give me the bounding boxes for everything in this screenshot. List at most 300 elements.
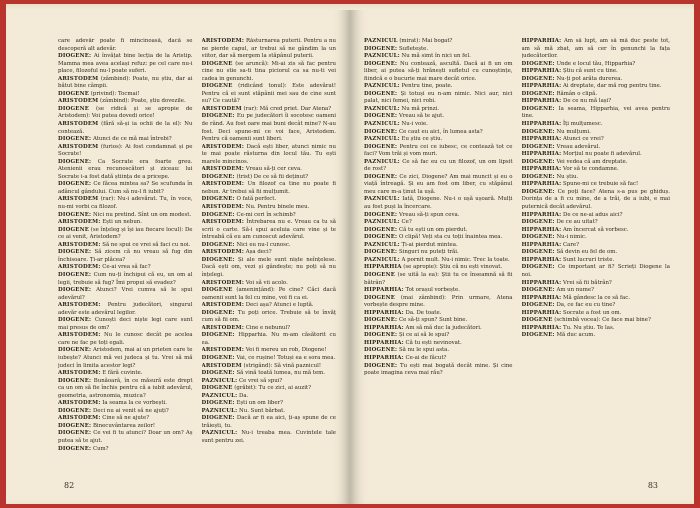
speaker-name: PAZNICUL: [364,53,400,60]
speaker-name: ARISTODEM: [201,166,245,173]
speaker-name: HIPPARHIA: [364,339,404,346]
dialogue-text: Sufletește. [397,45,429,52]
dialogue-text: Cunoști deci niște legi care sunt mai presus de om? [58,317,193,331]
dialogue-text: Ai învățat bine lecția de la Aristip. Mamma mea avea același refuz: pe cel care nu-i place, filozoful nu-l poate suferi. [58,53,193,75]
dialogue-text: Am încercat să vorbesc. [561,226,629,233]
dialogue-line [364,53,513,61]
dialogue-text: Vei vedea că am dreptate. [554,158,628,165]
speaker-name: ARISTODEM: [58,400,101,407]
dialogue-text: Nici nu pretind. Sînt un om modest. [91,211,192,218]
dialogue-text: (privind): Tocmai! [89,90,140,97]
dialogue-text: Și ale mele sunt niște neînțelese. Dacă ești om, vezi și gândește; nu poți să nu înțelegi. [201,256,336,278]
speaker-name: ARISTODEM: [58,264,101,271]
dialogue-line [364,272,513,287]
speaker-name: DIOGENE: [58,249,92,256]
text-columns [58,38,336,468]
dialogue-text: Cine e nebunul? [244,324,291,331]
dialogue-text: Ia seama, Hipparhia, vei avea pentru tine. [521,105,670,120]
dialogue-text: Atunci ce vrei? [561,136,604,143]
speaker-name: DIOGENE: [58,430,92,437]
speaker-name: ARISTODEM: [201,324,245,331]
speaker-name: DIOGENE: [58,181,92,188]
speaker-name: ARISTODEM: [201,279,245,286]
dialogue-text: Și totuși eu n-am nimic. Nici aur, nici palat, nici femei, nici robi. [364,90,513,105]
dialogue-text: Am să lupt, am să mă duc peste tot, am să mă zbat, am să cer în genunchi la fața judecătorilor. [521,38,670,60]
speaker-name: DIOGENE: [521,249,555,256]
speaker-name: ARISTODEM: [58,302,101,309]
dialogue-text: (fără să-și ia ochii de la el): Nu contează. [58,121,193,135]
dialogue-text: Ce vei fi tu atunci? Doar un om? Aș putea să te ajut. [58,430,193,444]
dialogue-text: De ce au uitat? [554,219,598,226]
speaker-name: HIPPARHIA: [521,181,562,188]
speaker-name: HIPPARHIA: [521,226,562,233]
dialogue-line [58,38,193,53]
dialogue-line [522,249,671,257]
dialogue-text: (se apropie): Știu că nu ești vinovat. [401,264,503,271]
dialogue-text: Ce vrei să spui? [237,377,283,384]
speaker-name: DIOGENE [58,105,90,112]
speaker-name: DIOGENE: [521,143,555,150]
dialogue-text: Că tu ești nevinovat. [403,339,462,346]
dialogue-text: Vor să te condamne. [561,166,619,173]
speaker-name: HIPPARHIA: [521,83,562,90]
dialogue-text: (grăbit): Tu ce zici, ai auzit? [232,385,311,392]
dialogue-line [364,295,513,310]
dialogue-text: Ce-ai de făcut? [403,354,447,361]
speaker-name: DIOGENE: [201,113,235,120]
speaker-name: DIOGENE: [201,241,235,248]
dialogue-text: De ce ne-ai adus aici? [561,211,623,218]
dialogue-text: Am un nume? [554,287,594,294]
dialogue-line [202,212,337,220]
dialogue-text: Nu-i nimic. [554,234,587,241]
dialogue-text: Ce zici, Diogene? Am mai muncit și eu o viață întreagă. Și eu am fost om liber, cu stăpânul meu care m-a ținut la ușă. [364,173,513,195]
dialogue-text: (mai zâmbind): Prin urmare, Atena vorbește despre mine. [364,294,513,309]
speaker-name: DIOGENE: [521,332,555,339]
dialogue-line [522,295,671,303]
dialogue-text: Știu că sunt cu tine. [561,68,618,75]
dialogue-line [522,181,671,189]
speaker-name: DIOGENE: [364,234,398,241]
dialogue-line [202,196,337,204]
speaker-name: HIPPARHIA: [364,309,404,316]
dialogue-text: Pentru cei ce iubesc, ce contează tot ce faci? Vom trăi și vom muri. [364,143,513,158]
speaker-name: PAZNICUL: [364,196,400,203]
dialogue-text: A pornit mult. Nu-i nimic. Trec la toate. [399,256,510,263]
dialogue-line [58,317,193,332]
speaker-name: DIOGENE: [364,45,398,52]
dialogue-line [58,196,193,211]
dialogue-text: Da. [237,392,249,399]
speaker-name: DIOGENE: [201,400,235,407]
dialogue-line [364,144,513,159]
speaker-name: ARISTODEM: [201,204,245,211]
dialogue-line [364,91,513,106]
dialogue-line [522,212,671,220]
speaker-name: DIOGENE: [364,347,398,354]
speaker-name: HIPPARHIA: [521,136,562,143]
dialogue-line [202,242,337,250]
speaker-name: DIOGENE: [521,158,555,165]
dialogue-text: Nu contează, ascultă. Dacă ai fi un om liber, ai putea să-ți hrănești sufletul cu cunoștințe, fiindcă e o bucurie mai mare decât orice. [364,60,513,82]
speaker-name: DIOGENE: [521,264,555,271]
dialogue-line [58,302,193,317]
speaker-name: PAZNICUL [364,38,398,44]
dialogue-text: Deci așa? Atunci e luptă. [244,302,314,309]
speaker-name: DIOGENE: [58,53,92,60]
dialogue-text: Ce-mi ceri în schimb? [234,211,296,218]
speaker-name: DIOGENE: [364,90,398,97]
dialogue-text: Cine să ne ajute? [100,415,150,422]
dialogue-text: Iată, Diogene. Nu-i o ușă ușoară. Mulți au fost puși la încercare. [364,196,513,211]
speaker-name: PAZNICUL: [364,105,400,112]
speaker-name: HIPPARHIA: [364,354,404,361]
dialogue-line [202,257,337,280]
speaker-name: DIOGENE: [201,415,235,422]
speaker-name: DIOGENE: [521,219,555,226]
dialogue-text: Ți-ai pierdut mintea. [399,241,458,248]
dialogue-line [364,347,513,355]
dialogue-text: Vei fi mereu un rob, Diogene! [244,347,327,354]
dialogue-line [58,53,193,76]
speaker-name: DIOGENE: [58,158,92,165]
speaker-name: DIOGENE: [521,90,555,97]
dialogue-line [364,61,513,84]
dialogue-text: Eu pe judecători îi socotesc oameni de rând. Au fost oare mai buni decât mine? N-au fost. Deci spune-mi ce voi face, Aristodem. Pentru că oamenii sunt liberi. [201,113,336,143]
dialogue-line [364,196,513,211]
dialogue-line [58,287,193,302]
dialogue-text: Nu-ți pot arăta durerea. [554,75,623,82]
dialogue-line [58,76,193,91]
dialogue-line [522,129,671,137]
page-number: 82 [64,481,75,490]
dialogue-line [58,227,193,242]
dialogue-text: Bunăoară, în ce măsură este drept ca un om să fie închis pentru că a iubit adevărul, geometria, astronomia, muzica? [58,377,193,399]
dialogue-text: Nu. Sunt bărbat. [237,407,285,414]
dialogue-text: Unde e locul tău, Hipparhia? [554,60,636,67]
dialogue-text: Nici eu nu-l cunosc. [234,241,291,248]
dialogue-line [202,219,337,242]
dialogue-line [58,347,193,370]
dialogue-text: Nu mulțumi. [554,128,591,135]
dialogue-text: Pentru judecători, singurul adevăr este adevărul legilor. [58,302,193,316]
dialogue-line [58,212,193,220]
speaker-name: DIOGENE: [58,445,92,452]
text-column [522,38,671,468]
dialogue-line [522,264,671,279]
dialogue-text: O clipă! Veți sta cu toții înaintea mea. [397,234,503,241]
dialogue-text: Nu mă simt în nici un fel. [399,53,471,60]
dialogue-line [364,332,513,340]
dialogue-line [58,159,193,182]
dialogue-line [202,310,337,325]
dialogue-line [202,302,337,310]
dialogue-line [522,287,671,295]
dialogue-line [202,400,337,408]
dialogue-line [522,234,671,242]
speaker-name: ARISTODEM: [201,249,245,256]
speaker-name: HIPPARHIA [364,264,402,271]
speaker-name: PAZNICUL: [364,256,400,263]
dialogue-text: Binecuvântarea zeilor! [91,422,156,429]
dialogue-line [364,264,513,272]
dialogue-text: Nu le cunosc decât pe acelea care ne fac pe toți egali. [58,332,193,346]
dialogue-text: Atunci de ce mă mai întrebi? [91,136,172,143]
dialogue-line [364,287,513,295]
dialogue-line [522,98,671,106]
dialogue-line [202,287,337,302]
speaker-name: DIOGENE: [201,354,235,361]
dialogue-line [202,38,337,61]
dialogue-text: Vreau să te ajut. [397,113,445,120]
dialogue-text: Cum nu-ți închipui că eu, un om al legii, trebuie să fug? Îmi propui să evadez? [58,271,193,286]
dialogue-line [522,68,671,76]
dialogue-line [522,121,671,129]
dialogue-line [364,113,513,121]
speaker-name: DIOGENE: [58,211,92,218]
dialogue-text: (rar): Mă cred priet. Dar Atena? [241,105,332,112]
speaker-name: DIOGENE: [201,211,235,218]
dialogue-line [522,280,671,288]
dialogue-text: Vai, ce rușine! Totuși ea e sora mea. [234,354,336,361]
speaker-name: DIOGENE: [364,128,398,135]
dialogue-line [202,385,337,393]
dialogue-line [202,430,337,445]
dialogue-line [202,181,337,196]
dialogue-text: Dacă ar fi ea aici, ți-aș spune de ce trăiești, tu. [201,415,336,429]
dialogue-text: Mă gândesc la ce să fac. [561,294,630,301]
dialogue-text: Ești un nebun. [100,219,142,226]
text-column [202,38,337,468]
dialogue-text: Așa deci? [244,249,272,256]
speaker-name: DIOGENE: [58,317,92,324]
dialogue-line [58,121,193,136]
speaker-name: PAZNICUL: [201,377,238,384]
page-edge [350,4,694,10]
dialogue-line [522,136,671,144]
speaker-name: DIOGENE: [58,422,92,429]
speaker-name: PAZNICUL: [364,158,400,165]
speaker-name: DIOGENE: [201,309,235,316]
dialogue-text: Vreau să-ți cer ceva. [244,166,302,173]
dialogue-text: (rar): Nu-i adevărat. Tu, în voce, nu-mi vorbi ca filozof. [58,196,193,211]
speaker-name: DIOGENE: [364,113,398,120]
dialogue-text: Întrebarea nu e. Vreau ca tu să scrii o carte. Să-i spui aceluia care vine și te întreabă că eu am cunoscut adevărul. [201,219,336,241]
dialogue-text: Tu ești mai bogată decât mine. Și cine poate imagina ceva mai rău? [364,362,513,377]
dialogue-line [202,166,337,174]
dialogue-line [202,355,337,363]
speaker-name: DIOGENE: [521,234,555,241]
dialogue-text: Ca Socrate era foarte greu. Atenienii erau recunoscători și ziceau: lui Socrate i-a fost dată știința de a pricepe. [58,158,193,180]
speaker-name: DIOGENE: [201,173,235,180]
dialogue-line [364,234,513,242]
dialogue-text: Ce important ar fi? Scrieți Diogene la noi. [521,264,670,278]
speaker-name: DIOGENE [201,385,233,392]
speaker-name: DIOGENE: [58,347,92,354]
dialogue-line [58,415,193,423]
dialogue-line [364,129,513,137]
speaker-name: DIOGENE: [364,317,398,324]
dialogue-line [202,174,337,182]
speaker-name: ARISTODEM [58,121,99,128]
speaker-name: DIOGENE [201,60,233,67]
speaker-name: ARISTODEM: [58,241,101,248]
dialogue-line [58,98,193,106]
dialogue-text: (zâmbind): Poate, știu dovezile. [98,98,186,105]
dialogue-text: Ce? [399,219,412,226]
dialogue-line [364,83,513,91]
speaker-name: PAZNICUL: [364,83,400,90]
dialogue-text: Dacă ești liber, atunci nimic nu te mai poate răsturna din locul tău. Tu ești marele mincinos. [201,143,336,165]
speaker-name: ARISTODEM: [201,38,245,44]
dialogue-line [364,317,513,325]
speaker-name: HIPPARHIA: [521,324,562,331]
speaker-name: DIOGENE [58,90,90,97]
dialogue-text: Tu. Nu știu. Te las. [561,324,615,331]
speaker-name: HIPPARHIA: [521,211,562,218]
speaker-name: PAZNICUL: [364,219,400,226]
dialogue-text: Ce poți face? Atena s-a pus pe ghiduș. Dorința de a fi cu mine, de a trăi, de a iubi, e mai puternică decât adevărul. [521,188,670,211]
speaker-name: DIOGENE [521,317,553,324]
dialogue-text: Să zicem că nu vreau să fug din închisoare. Ți-ar plăcea? [58,249,193,263]
dialogue-line [522,257,671,265]
dialogue-line [202,83,337,106]
dialogue-text: Ce caut eu aici, în lumea asta? [397,128,483,135]
dialogue-text: Vrei să fii bătrân? [561,279,612,286]
right-page [350,4,694,504]
speaker-name: DIOGENE: [521,105,555,112]
text-columns [364,38,670,468]
book-spread [6,4,694,504]
speaker-name: DIOGENE: [364,143,398,150]
dialogue-line [58,249,193,264]
speaker-name: DIOGENE: [58,287,92,294]
dialogue-text: (zâmbind): Poate, nu știu, dar ai bătut bine câmpii. [58,75,193,90]
dialogue-text: Singuri nu puteți trăi. [397,249,459,256]
dialogue-text: Sunt lucruri triste. [561,256,615,263]
dialogue-text: Spune-mi ce trebuie să fac! [561,181,639,188]
dialogue-text: (mirat): Mai bogat? [397,38,453,44]
dialogue-line [58,430,193,445]
dialogue-text: Pentru tine, poate. [399,83,453,90]
speaker-name: HIPPARHIA: [521,279,562,286]
speaker-name: DIOGENE: [58,271,92,278]
dialogue-line [202,61,337,84]
dialogue-text: E fără cuvinte. [100,370,143,377]
speaker-name: DIOGENE: [58,377,92,384]
dialogue-text: Socrate a fost un om. [561,309,622,316]
dialogue-line [364,46,513,54]
speaker-name: DIOGENE: [521,287,555,294]
speaker-name: DIOGENE [364,294,396,301]
dialogue-text: Cum? [91,445,109,452]
text-column [364,38,513,468]
dialogue-line [522,302,671,310]
dialogue-line [522,189,671,212]
left-page [6,4,350,504]
dialogue-text: Și ce ai să le spui? [397,332,450,339]
speaker-name: HIPPARHIA: [521,68,562,75]
speaker-name: PAZNICUL: [201,407,238,414]
dialogue-text: Morțiul nu poate fi adevărul. [561,151,642,158]
dialogue-line [522,83,671,91]
speaker-name: DIOGENE [201,287,233,294]
speaker-name: DIOGENE: [364,173,398,180]
dialogue-text: Să devin eu fel de om. [554,249,618,256]
dialogue-line [364,219,513,227]
dialogue-text: Un filozof ca tine nu poate fi nebun. Ar trebui să fii mulțumit. [201,181,336,195]
dialogue-text: care adevăr poate fi mincinoasă, dacă se descoperă alt adevăr. [58,38,193,52]
dialogue-text: Tu poți orice. Trebuie să te învăț cum să fii om. [201,309,336,324]
speaker-name: HIPPARHIA: [364,324,404,331]
dialogue-text: (amenințând): Pe cine? Căci dacă oamenii sunt la fel cu mine, voi fi ca ei. [201,287,336,301]
dialogue-text: (strigând): Să vină paznicul! [241,362,321,369]
speaker-name: HIPPARHIA: [521,166,562,173]
speaker-name: DIOGENE [201,83,233,90]
dialogue-line [522,38,671,61]
speaker-name: ARISTODEM: [201,143,245,150]
dialogue-text: (se aruncă): Mi-ai zis să fac pentru cine nu stie sa-ti tina piciorul ca sa nu-ti vei cadea in genunchi. [201,60,336,82]
dialogue-line [202,393,337,401]
dialogue-text: Răsturnarea puterii. Pentru a nu ne pierde capul, ar trebui să ne gândim la un viitor, dar să mergem la stăpânul puterii. [201,38,336,60]
speaker-name: DIOGENE: [201,332,235,339]
dialogue-line [522,151,671,159]
dialogue-line [58,378,193,401]
dialogue-line [522,219,671,227]
dialogue-text: Atunci? Vrei cumva să le spui adevărul? [58,287,193,301]
dialogue-text: Vreau adevărul. [554,143,601,150]
dialogue-text: (ridicând tonul): Este adevărat! Pentru că ei sunt stăpânii mei sau de cine sunt eu? Ce caută? [201,83,336,105]
dialogue-text: Care? [561,241,579,248]
speaker-name: ARISTODEM: [58,219,101,226]
dialogue-text: Hipparhia. Nu m-am căsătorit cu ea. [201,332,336,346]
speaker-name: HIPPARHIA: [521,38,562,44]
speaker-name: ARISTODEM: [58,370,101,377]
dialogue-line [364,136,513,144]
dialogue-line [202,249,337,257]
dialogue-line [58,272,193,287]
speaker-name: DIOGENE: [364,332,398,339]
dialogue-line [522,166,671,174]
dialogue-line [202,144,337,167]
speaker-name: DIOGENE: [201,370,235,377]
dialogue-text: Nu-i voie. [399,121,428,128]
dialogue-text: Aristodem, mai ai un prieten care te iubește? Atunci mă vei judeca și tu. Vrei să mă judeci în limita acestor legi? [58,347,193,369]
dialogue-text: Ia seama la ce vorbești. [100,400,167,407]
speaker-name: HIPPARHIA: [521,294,562,301]
speaker-name: DIOGENE: [521,302,555,309]
dialogue-line [364,159,513,174]
speaker-name: PAZNICUL: [201,392,238,399]
speaker-name: ARISTODEM [58,98,99,105]
dialogue-line [202,363,337,371]
dialogue-text: Deci nu ai venit să ne ajuți? [91,407,169,414]
speaker-name: ARISTODEM: [58,415,101,422]
speaker-name: ARISTODEM: [201,302,245,309]
text-column [58,38,193,468]
dialogue-line [522,332,671,340]
dialogue-text: (se înțeleg și își iau fiecare locul): De ce ai venit, Aristodem? [58,226,193,241]
speaker-name: DIOGENE: [521,173,555,180]
dialogue-text: Voi să vii acolo. [244,279,288,286]
dialogue-line [364,174,513,197]
speaker-name: ARISTODEM: [201,219,245,226]
speaker-name: ARISTODEM [201,362,242,369]
dialogue-line [58,400,193,408]
dialogue-text: (trist) De ce să fii deținut? [234,173,309,180]
dialogue-line [58,181,193,196]
dialogue-line [202,204,337,212]
